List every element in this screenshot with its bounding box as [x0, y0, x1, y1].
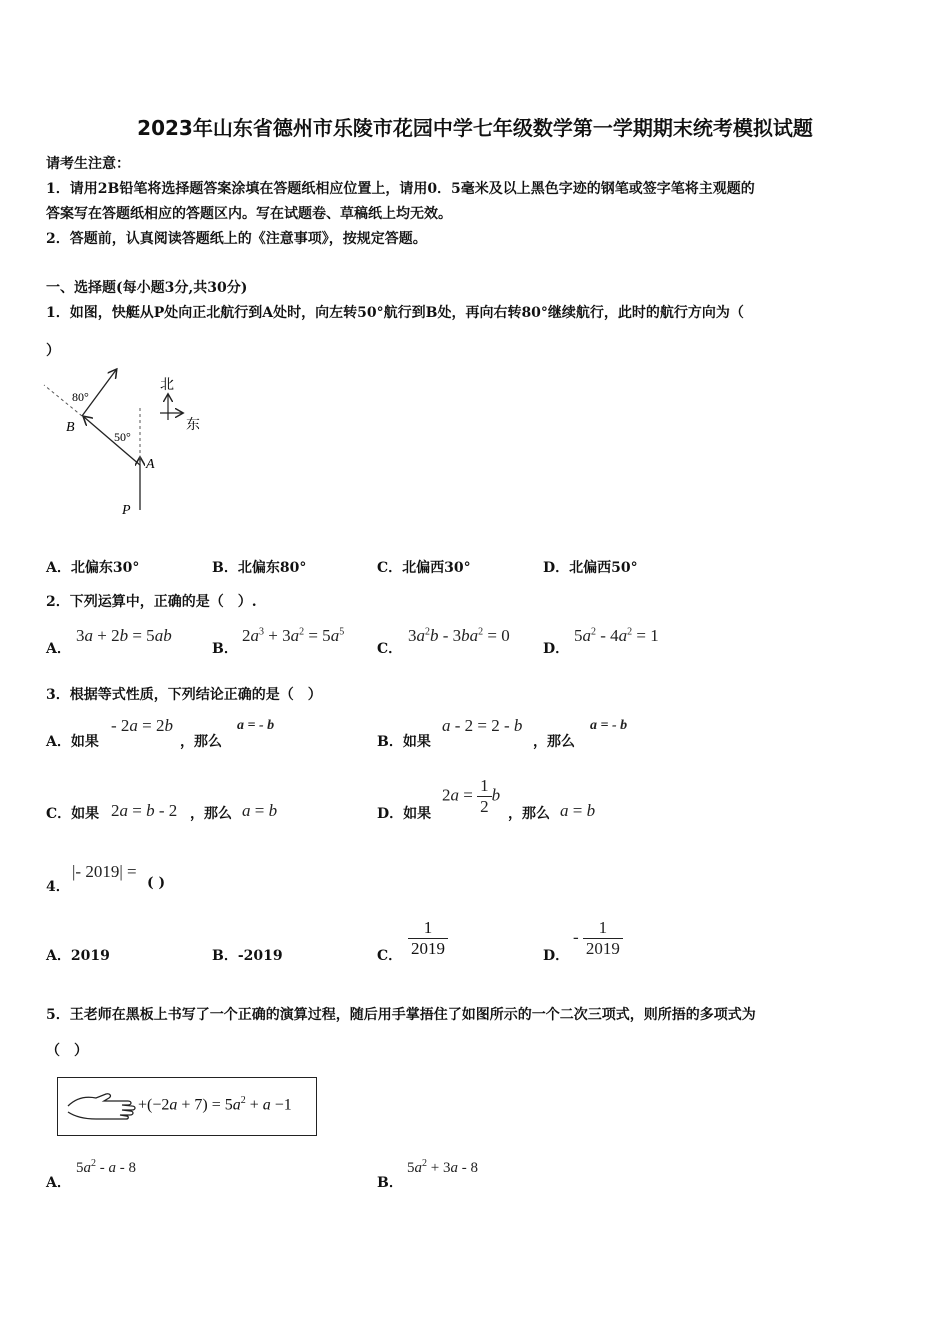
q3-option-d-result: a = b [560, 801, 596, 820]
notice-heading: 请考生注意： [46, 156, 130, 172]
q1-option-d[interactable]: D．北偏西50° [543, 560, 638, 576]
section-heading: 一、选择题(每小题3分,共30分) [46, 280, 248, 296]
q5-option-a-label[interactable]: A． [46, 1175, 71, 1191]
q1-text: 1．如图，快艇从P处向正北航行到A处时，向左转50°航行到B处，再向右转80°继续航行，此时的航行方向为（ [46, 305, 744, 321]
q3-option-b-label[interactable]: B．如果 [377, 734, 431, 750]
q4-option-b[interactable]: B．-2019 [212, 948, 283, 964]
q2-option-c-formula: $3a^2b - 3ba^2 = 0$ [408, 626, 510, 645]
q4-option-d-label[interactable]: D． [543, 948, 570, 964]
q3-option-c-then: ，那么 [190, 806, 232, 822]
q5-option-b-formula: $5a^2 + 3a - 8$ [407, 1158, 478, 1176]
q2-option-c-label[interactable]: C． [377, 641, 403, 657]
q1-figure [40, 365, 220, 520]
notice-line-1a: 1．请用2B铅笔将选择题答案涂填在答题纸相应位置上，请用0．5毫米及以上黑色字迹的钢笔或签字笔将主观题的 [46, 181, 755, 197]
q5-figure-box [57, 1077, 317, 1136]
q2-option-a-formula: 3a + 2b = 5ab [76, 626, 172, 645]
compass-east-label: 东 [186, 417, 200, 433]
q3-option-a-label[interactable]: A．如果 [46, 734, 99, 750]
q1-option-b[interactable]: B．北偏东80° [212, 560, 307, 576]
q3-option-d-then: ，那么 [508, 806, 550, 822]
compass-north-label: 北 [160, 377, 174, 393]
q3-option-c-label[interactable]: C．如果 [46, 806, 100, 822]
point-b-label: B [66, 420, 75, 435]
q3-option-b-condition: a - 2 = 2 - b [442, 716, 523, 735]
point-p-label: P [122, 503, 131, 518]
q4-number: 4． [46, 879, 70, 895]
q5-text: 5．王老师在黑板上书写了一个正确的演算过程，随后用手掌捂住了如图所示的一个二次三项式，则所捂的多项式为 [46, 1007, 756, 1023]
q3-option-c-result: a = b [242, 801, 278, 820]
q3-option-c-condition: 2a = b - 2 [111, 801, 178, 820]
q2-option-d-label[interactable]: D． [543, 641, 570, 657]
q5-text-end: （ ） [46, 1043, 88, 1059]
page-title: 2023年山东省德州市乐陵市花园中学七年级数学第一学期期末统考模拟试题 [137, 116, 813, 140]
q4-option-c-fraction: $\frac{1}{2019}$ [408, 918, 448, 959]
q3-option-d-condition: 2a = $\frac{1}{2}$ b [442, 776, 501, 816]
q4-option-d-fraction: - $\frac{1}{2019}$ [573, 918, 623, 959]
q5-figure-equation: $+(-2a + 7) = 5a^2 + a -1$ [138, 1095, 292, 1114]
hand-icon [66, 1088, 138, 1124]
point-a-label: A [146, 457, 155, 472]
q1-option-c[interactable]: C．北偏西30° [377, 560, 471, 576]
q2-option-a-label[interactable]: A． [46, 641, 71, 657]
angle-50-label: 50° [114, 430, 131, 444]
q2-text: 2．下列运算中，正确的是（ ）. [46, 594, 257, 610]
q2-option-d-formula: $5a^2 - 4a^2 = 1$ [574, 626, 659, 645]
q1-text-end: ） [46, 343, 60, 359]
q3-text: 3．根据等式性质，下列结论正确的是（ ） [46, 687, 322, 703]
notice-line-1b: 答案写在答题纸相应的答题区内。写在试题卷、草稿纸上均无效。 [46, 206, 452, 222]
q4-option-c-label[interactable]: C． [377, 948, 403, 964]
q3-option-b-result: a = - b [590, 718, 628, 733]
q5-option-a-formula: $5a^2$ - a - 8 [76, 1158, 136, 1176]
q3-option-a-condition: - 2a = 2b [111, 716, 174, 735]
q5-option-b-label[interactable]: B． [377, 1175, 403, 1191]
q3-option-a-then: ，那么 [180, 734, 222, 750]
angle-80-label: 80° [72, 390, 89, 404]
q3-option-b-then: ，那么 [533, 734, 575, 750]
q4-option-a[interactable]: A．2019 [46, 948, 110, 964]
path-a-to-b [84, 417, 140, 465]
notice-line-2: 2．答题前，认真阅读答题纸上的《注意事项》，按规定答题。 [46, 231, 427, 247]
q2-option-b-formula: $2a^3 + 3a^2 = 5a^5$ [242, 626, 345, 645]
q2-option-b-label[interactable]: B． [212, 641, 238, 657]
q4-paren: ( ) [147, 875, 166, 891]
q3-option-a-result: a = - b [237, 718, 275, 733]
q3-option-d-label[interactable]: D．如果 [377, 806, 432, 822]
q4-expression: |- 2019| = [72, 862, 137, 881]
q1-option-a[interactable]: A．北偏东30° [46, 560, 140, 576]
